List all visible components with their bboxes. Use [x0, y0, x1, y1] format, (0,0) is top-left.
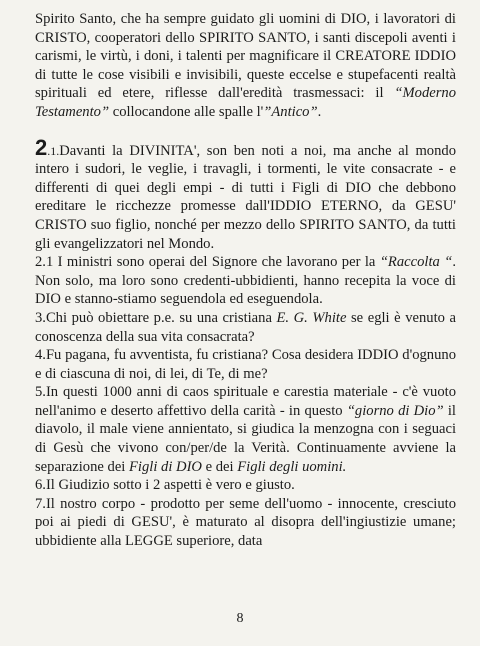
- item-5-emphasis-figli-uomini: Figli degli uomini.: [237, 458, 347, 475]
- item-3-text: 3.Chi può obiettare p.e. su una cristiana: [35, 309, 277, 326]
- intro-text-3: .: [317, 103, 322, 120]
- intro-emphasis-antico: ”Antico”: [263, 103, 318, 120]
- section-2-paragraph-1: [35, 134, 456, 254]
- section-gap: [35, 122, 456, 141]
- item-5-text: 5.In questi 1000 anni di caos spirituale e carestia materiale - c'è vuoto nell'animo e deserto affettivo della carità - in questo: [35, 384, 456, 419]
- intro-text: Spirito Santo, che ha sempre guidato gli uomini di DIO, i lavoratori di CRISTO, cooperatori dello SPIRITO SANTO, i santi discepoli aventi i carismi, le virtù, i doni, i talenti per magnificare il CREATORE IDDIO di tutte le cose visibili e invisibili, queste eccelse e stupefacenti realtà spirituali ed etere, riflesse dall'eredità trasmessaci: il: [35, 11, 456, 102]
- item-2-1-text: 2.1 I ministri sono operai del Signore che lavorano per la: [35, 254, 380, 271]
- item-7: 7.Il nostro corpo - prodotto per seme dell'uomo - innocente, cresciuto poi ai piedi di GESU', è maturato al disopra dell'ingiustizie umane; ubbidiente alla LEGGE superiore, data: [35, 495, 456, 550]
- section-2-text: Davanti la DIVINITA', son ben noti a noi, ma anche al mondo intero i sudori, le veglie, i travagli, i tormenti, le vite consacrate - e differenti di quei degli empi - di tutti i Figli di DIO che debbono ereditare le ricchezze promesse dall'IDDIO ETERNO, da GESU' CRISTO suo figlio, nonché per mezzo dello SPIRITO SANTO, da tutti gli evangelizzatori nel Mondo.: [35, 142, 456, 252]
- section-subnumber: .1.: [47, 143, 60, 158]
- item-4: 4.Fu pagana, fu avventista, fu cristiana? Cosa desidera IDDIO d'ognuno e di ciascuna di noi, di lei, di Te, di me?: [35, 347, 456, 382]
- item-2-1-emphasis: “Raccolta “: [379, 254, 453, 271]
- item-3-text-2: se egli è venuto a conoscenza della sua vita consacrata?: [35, 309, 456, 345]
- item-2-1-text-2: . Non solo, ma loro sono credenti-ubbidienti, hanno recepita la voce di DIO e stanno-stiamo seguendola ed eseguendola.: [35, 254, 456, 308]
- item-5-emphasis-giorno: “giorno di Dio”: [346, 402, 444, 419]
- intro-paragraph: [35, 10, 456, 122]
- intro-text-2: collocandone alle spalle l': [109, 103, 264, 120]
- item-5-text-3: e dei: [201, 458, 238, 475]
- intro-emphasis-moderno: “Moderno Testamento”: [35, 85, 456, 120]
- section-number: 2: [35, 134, 48, 160]
- item-6: 6.Il Giudizio sotto i 2 aspetti è vero e giusto.: [35, 477, 295, 494]
- item-3: [35, 309, 456, 346]
- item-2-1: [35, 253, 456, 309]
- page-number: 8: [236, 611, 244, 626]
- item-5: [35, 383, 456, 476]
- item-5-text-2: il diavolo, il male viene annientato, si giudica la menzogna con i seguaci di Gesù che vivono con/per/de la Verità. Continuamente avviene la separazione dei: [35, 402, 456, 475]
- item-3-emphasis: E. G. White: [276, 309, 347, 326]
- item-5-emphasis-figli-dio: Figli di DIO: [129, 458, 202, 475]
